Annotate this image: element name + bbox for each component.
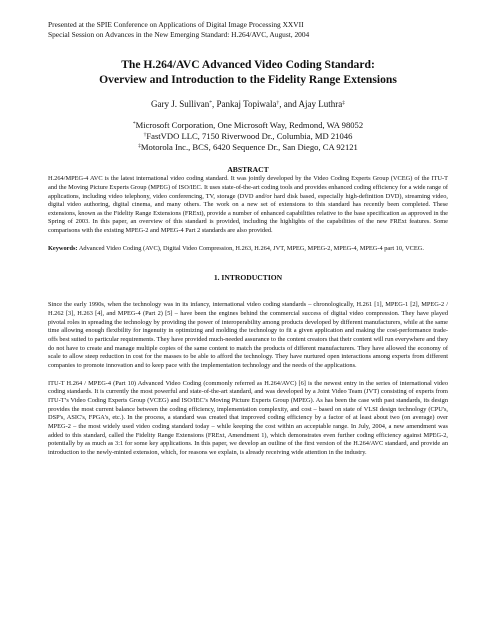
- affiliation-mark: ‡: [342, 100, 345, 107]
- affiliation-mark: †: [276, 100, 280, 107]
- conference-line-2: Special Session on Advances in the New Emerging Standard: H.264/AVC, August, 2004: [48, 29, 310, 39]
- author-name: Ajay Luthra: [298, 99, 343, 110]
- paper-title: [48, 57, 448, 87]
- conference-header: [48, 20, 448, 39]
- affiliation-mark: *: [209, 100, 213, 107]
- affiliation-mark: ‡: [138, 143, 141, 150]
- author-name: Gary J. Sullivan: [151, 99, 210, 110]
- title-line-2: Overview and Introduction to the Fidelity Range Extensions: [99, 73, 397, 87]
- abstract-text: H.264/MPEG-4 AVC is the latest international video coding standard. It was jointly developed by the Video Coding Experts Group (VCEG) of the ITU-T and the Moving Picture Experts Group (MPEG) of ISO/IEC. It uses state-of-the-art coding tools and provides enhanced coding efficiency for a wide range of applications, including video telephony, video conferencing, TV, storage (DVD and/or hard disk based, especially high-definition DVD), streaming video, digital video authoring, digital cinema, and many others. The work on a new set of extensions to this standard has recently been completed. These extensions, known as the Fidelity Range Extensions (FRExt), provide a number of enhanced capabilities relative to the base specification as approved in the Spring of 2003. In this paper, an overview of this standard is provided, including the highlights of the capabilities of the new FRExt features. Some comparisons with the existing MPEG-2 and MPEG-4 Part 2 standards are also provided.: [48, 175, 448, 235]
- keywords: [48, 245, 448, 254]
- affiliation-text: Motorola Inc., BCS, 6420 Sequence Dr., San Diego, CA 92121: [140, 142, 358, 153]
- author-list: [48, 99, 448, 110]
- conference-line-1: Presented at the SPIE Conference on Applications of Digital Image Processing XXVII: [48, 20, 304, 29]
- title-line-1: The H.264/AVC Advanced Video Coding Standard:: [121, 58, 375, 72]
- author-separator: ,: [212, 99, 217, 110]
- author-name: Pankaj Topiwala: [216, 99, 277, 110]
- affiliation-list: [48, 120, 448, 153]
- section-heading-introduction: 1. INTRODUCTION: [213, 273, 283, 283]
- affiliation-text: Microsoft Corporation, One Microsoft Way, Redmond, WA 98052: [135, 120, 364, 131]
- affiliation-mark: *: [132, 121, 136, 128]
- introduction-paragraph-1: Since the early 1990s, when the technology was in its infancy, international video coding standards – chronologically, H.261 [1], MPEG-1 [2], MPEG-2 / H.262 [3], H.263 [4], and MPEG-4 (Part 2) [5] – have been the engines behind the commercial success of digital video compression. They have played pivotal roles in spreading the technology by providing the power of interoperability among products developed by different manufacturers, while at the same time allowing enough flexibility for ingenuity in optimizing and molding the technology to fit a given application and making the cost-performance trade-offs best suited to particular requirements. They have provided much-needed assurance to the content creators that their content will run everywhere and they do not have to create and manage multiple copies of the same content to match the products of different manufacturers. They have allowed the economy of scale to allow steep reduction in cost for the masses to be able to afford the technology. They have nurtured open interactions among experts from different companies to promote innovation and to keep pace with the implementation technology and the needs of the applications.: [48, 301, 448, 370]
- affiliation-mark: †: [143, 132, 147, 139]
- abstract-heading: ABSTRACT: [227, 165, 269, 175]
- author-separator: , and: [279, 99, 299, 110]
- keywords-text: Advanced Video Coding (AVC), Digital Video Compression, H.263, H.264, JVT, MPEG, MPEG-2, MPEG-4, MPEG-4 part 10, VCEG.: [77, 244, 424, 252]
- affiliation-text: FastVDO LLC, 7150 Riverwood Dr., Columbia, MD 21046: [146, 131, 353, 142]
- affiliation-line: [48, 142, 448, 153]
- introduction-paragraph-2: ITU-T H.264 / MPEG-4 (Part 10) Advanced Video Coding (commonly referred as H.264/AVC) [6] is the newest entry in the series of international video coding standards. It is currently the most powerful and state-of-the-art standard, and was developed by a Joint Video Team (JVT) consisting of experts from ITU-T’s Video Coding Experts Group (VCEG) and ISO/IEC’s Moving Picture Experts Group (MPEG). As has been the case with past standards, its design provides the most current balance between the coding efficiency, implementation complexity, and cost – based on state of VLSI design technology (CPU's, DSP's, ASIC's, FPGA's, etc.). In the process, a standard was created that improved coding efficiency by a factor of at least about two (on average) over MPEG-2 – the most widely used video coding standard today – while keeping the cost within an acceptable range. In July, 2004, a new amendment was added to this standard, called the Fidelity Range Extensions (FRExt, Amendment 1), which demonstrates even further coding efficiency against MPEG-2, potentially by as much as 3:1 for some key applications. In this paper, we develop an outline of the first version of the H.264/AVC standard, and provide an introduction to the newly-minted extension, which, for reasons we explain, is already receiving wide attention in the industry.: [48, 379, 448, 456]
- affiliation-line: [48, 120, 448, 131]
- affiliation-line: [48, 131, 448, 142]
- keywords-label: Keywords:: [48, 244, 78, 252]
